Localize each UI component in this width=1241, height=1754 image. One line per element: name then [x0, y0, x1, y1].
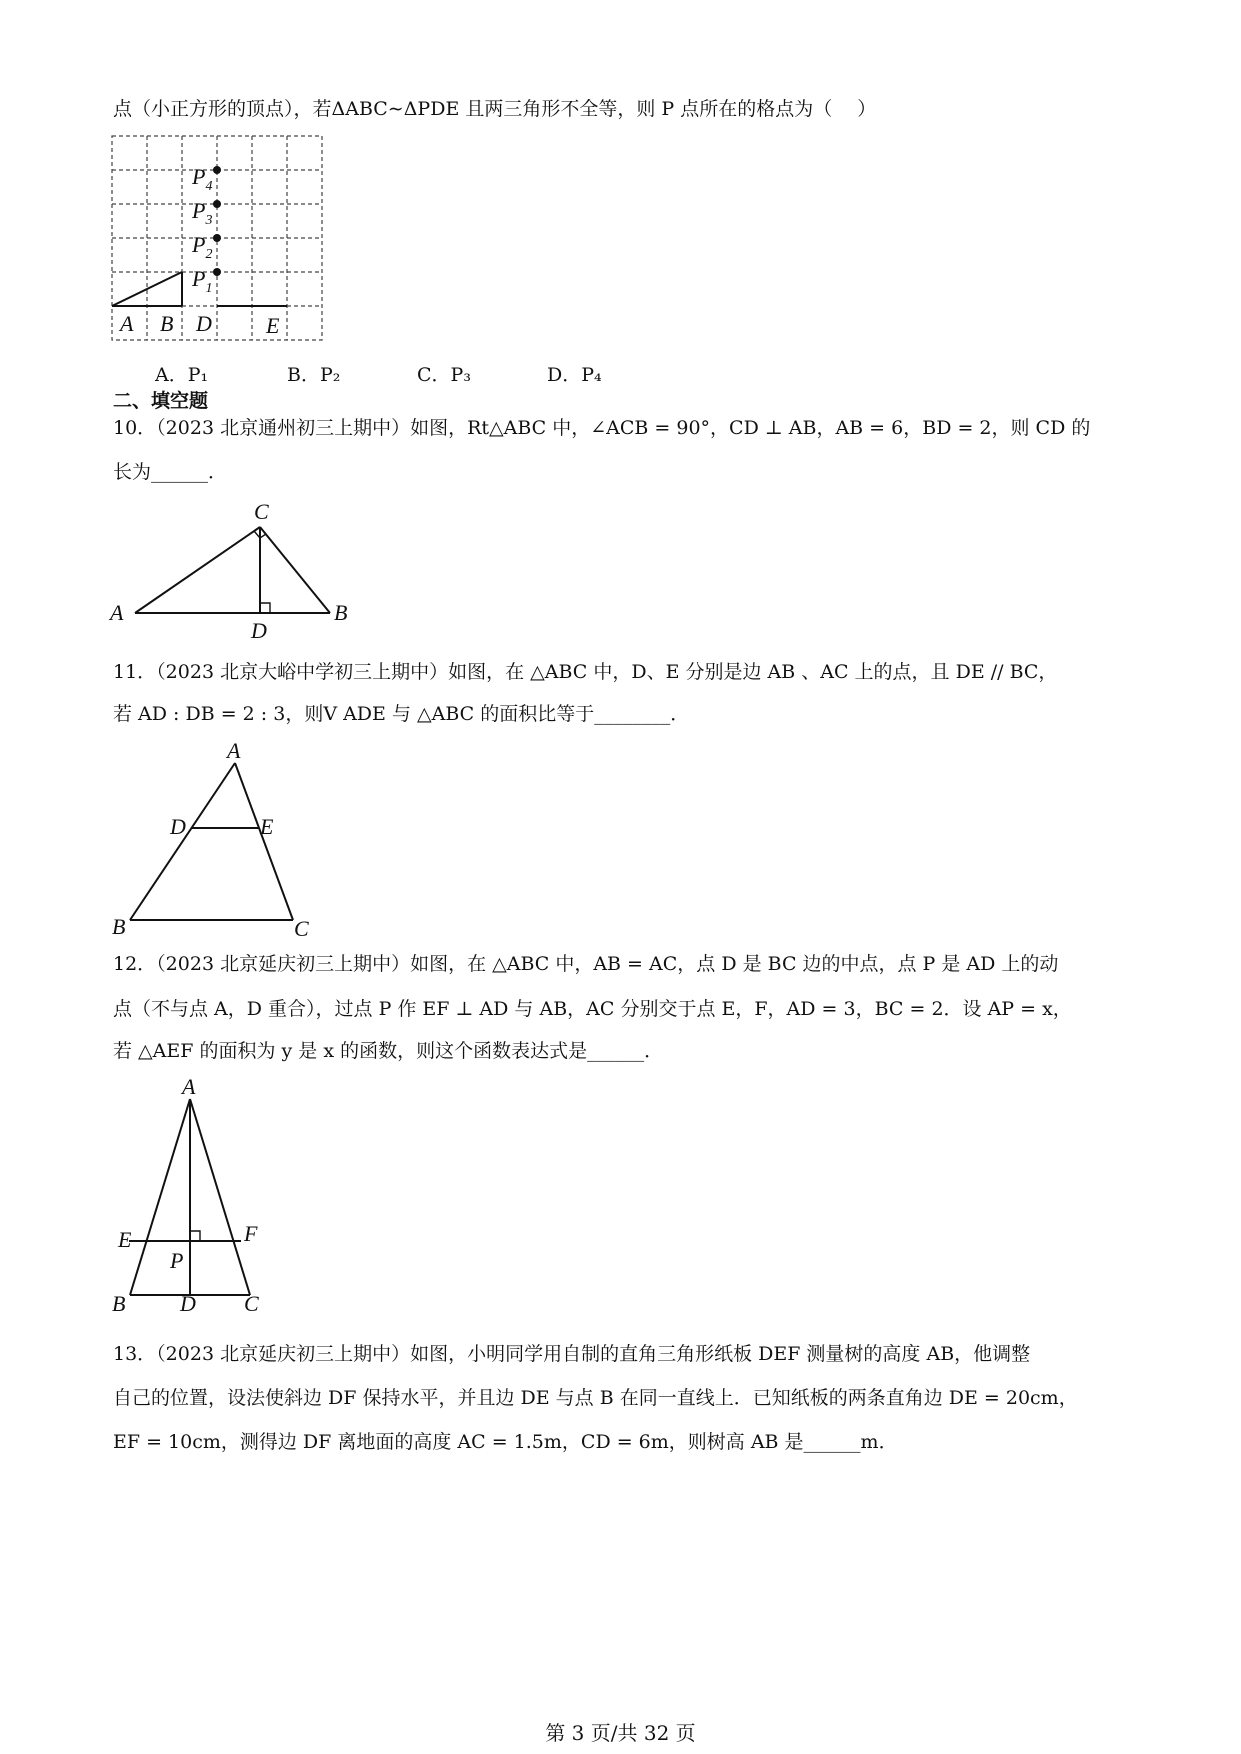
q9-text: 点（小正方形的顶点），若ΔABC∼ΔPDE 且两三角形不全等，则 P 点所在的格点为（ ） [113, 98, 877, 120]
q12-figure [110, 1075, 280, 1315]
label-a: A [227, 738, 241, 763]
q11-line1: 11．（2023 北京大峪中学初三上期中）如图，在 △ABC 中，D、E 分别是边 AB 、AC 上的点，且 DE // BC， [113, 661, 1058, 683]
side-ac [235, 763, 293, 920]
point-p3 [213, 200, 221, 208]
label-a: A [110, 600, 124, 625]
label-d: D [180, 1291, 196, 1316]
label-c: C [294, 916, 309, 941]
label-b: B [112, 1291, 126, 1316]
q12-line1: 12．（2023 北京延庆初三上期中）如图，在 △ABC 中，AB = AC，点 D 是 BC 边的中点，点 P 是 AD 上的动 [113, 953, 1059, 975]
q9-option-a[interactable]: A．P₁ [155, 364, 209, 386]
q11-line2: 若 AD : DB = 2 : 3，则V ADE 与 △ABC 的面积比等于________． [113, 703, 690, 725]
q12-line2: 点（不与点 A，D 重合），过点 P 作 EF ⊥ AD 与 AB，AC 分别交于点 E，F，AD = 3，BC = 2．设 AP = x， [113, 998, 1072, 1020]
label-a: A [182, 1074, 196, 1099]
label-c: C [254, 499, 269, 524]
q9-option-c[interactable]: C．P₃ [417, 364, 471, 386]
label-e: E [260, 814, 274, 839]
label-p4: $P_4$ [192, 164, 213, 194]
q9-option-d[interactable]: D．P₄ [547, 364, 602, 386]
side-ac [190, 1099, 250, 1295]
right-angle-mark [190, 1231, 200, 1241]
q12-line3: 若 △AEF 的面积为 y 是 x 的函数，则这个函数表达式是______． [113, 1040, 664, 1062]
q9-grid-figure [110, 134, 334, 344]
q10-line2: 长为______． [113, 461, 228, 483]
label-f: F [244, 1221, 258, 1246]
label-e: E [266, 313, 280, 338]
q10-figure [110, 495, 360, 645]
label-p3: $P_3$ [192, 198, 213, 228]
label-d: D [251, 618, 267, 643]
page-number: 第 3 页/共 32 页 [545, 1721, 696, 1745]
point-p2 [213, 234, 221, 242]
label-b: B [112, 914, 126, 939]
right-angle-marks [254, 531, 270, 613]
label-d: D [196, 311, 212, 336]
q13-line2: 自己的位置，设法使斜边 DF 保持水平，并且边 DE 与点 B 在同一直线上．已知纸板的两条直角边 DE = 20cm， [113, 1387, 1078, 1409]
q11-figure [110, 738, 330, 941]
label-p: P [170, 1248, 184, 1273]
label-b: B [160, 311, 174, 336]
section-title: 二、填空题 [113, 390, 209, 412]
q9-option-b[interactable]: B．P₂ [287, 364, 341, 386]
label-e: E [118, 1227, 132, 1252]
label-b: B [334, 600, 348, 625]
point-p1 [213, 268, 221, 276]
label-c: C [244, 1291, 259, 1316]
q13-line3: EF = 10cm，测得边 DF 离地面的高度 AC = 1.5m，CD = 6m，则树高 AB 是______m． [113, 1431, 898, 1453]
label-p1: $P_1$ [192, 266, 213, 296]
label-d: D [170, 814, 186, 839]
side-ab [130, 763, 235, 920]
label-a: A [120, 311, 134, 336]
q10-line1: 10．（2023 北京通州初三上期中）如图，Rt△ABC 中，∠ACB = 90°，CD ⊥ AB，AB = 6，BD = 2，则 CD 的 [113, 417, 1091, 439]
point-p4 [213, 166, 221, 174]
label-p2: $P_2$ [192, 232, 213, 262]
side-ac [135, 527, 260, 613]
q13-line1: 13．（2023 北京延庆初三上期中）如图，小明同学用自制的直角三角形纸板 DEF 测量树的高度 AB，他调整 [113, 1343, 1031, 1365]
side-bc [260, 527, 330, 613]
